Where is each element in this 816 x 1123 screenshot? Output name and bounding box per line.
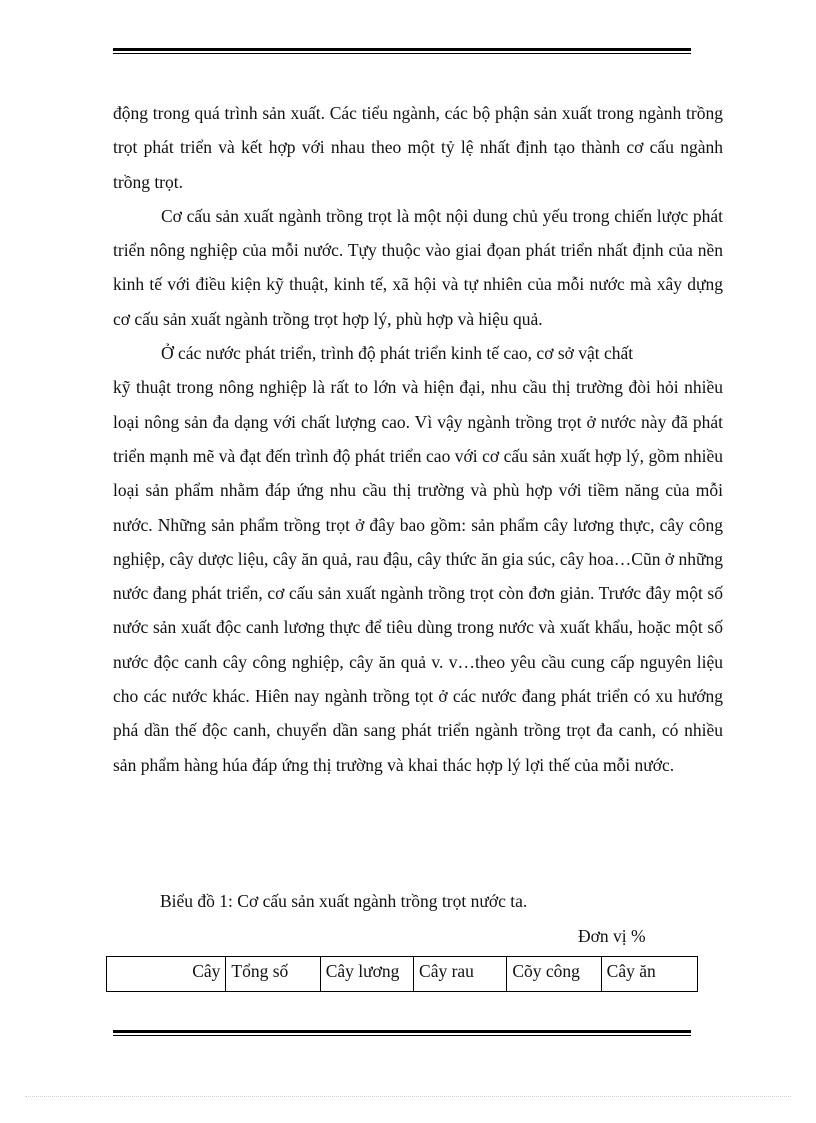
header-double-rule <box>113 48 691 55</box>
paragraph: Ở các nước phát triển, trình độ phát triển kinh tế cao, cơ sở vật chất <box>161 343 634 364</box>
footer-double-rule <box>113 1030 691 1037</box>
table-header-cell: Cây <box>107 957 226 992</box>
paragraph: Cơ cấu sản xuất ngành trồng trọt là một nội dung chủ yếu trong chiến lược phát triển nông nghiệp của mỗi nước. Tựy thuộc vào giai đọan phát triển nhất định của nền kinh tế với điều kiện kỹ thuật, kinh tế, xã hội và tự nhiên của mỗi nước mà xây dựng cơ cấu sản xuất ngành trồng trọt hợp lý, phù hợp và hiệu quả. <box>113 205 723 329</box>
unit-label: Đơn vị % <box>578 926 646 946</box>
paragraph: động trong quá trình sản xuất. Các tiểu ngành, các bộ phận sản xuất trong ngành trồng trọt phát triển và kết hợp với nhau theo một tỷ lệ nhất định tạo thành cơ cấu ngành trồng trọt. <box>113 103 723 192</box>
table-header-cell: Cây rau <box>414 957 507 992</box>
table-header-cell: Tổng số <box>226 957 320 992</box>
paragraph: kỹ thuật trong nông nghiệp là rất to lớn và hiện đại, nhu cầu thị trường đòi hỏi nhiều loại nông sản đa dạng với chất lượng cao. Vì vậy ngành trồng trọt ở nước này đã phát triển mạnh mẽ và đạt đến trình độ phát triển cao với cơ cấu sản xuất hợp lý, gồm nhiều loại sản phẩm nhằm đáp ứng nhu cầu thị trường và phù hợp với tiềm năng của mỗi nước. Những sản phẩm trồng trọt ở đây bao gồm: sản phẩm cây lương thực, cây công nghiệp, cây dược liệu, cây ăn quả, rau đậu, cây thức ăn gia súc, cây hoa…Cũn ở những nước đang phát triển, cơ cấu sản xuất ngành trồng trọt còn đơn giản. Trước đây một số nước sản xuất độc canh lương thực để tiêu dùng trong nước và xuất khẩu, hoặc một số nước độc canh cây công nghiệp, cây ăn quả v. v…theo yêu cầu cung cấp nguyên liệu cho các nước khác. Hiên nay ngành trồng tọt ở các nước đang phát triển có xu hướng phá dần thế độc canh, chuyển dần sang phát triển ngành trồng trọt đa canh, có nhiều sản phẩm hàng húa đáp ứng thị trường và khai thác hợp lý lợi thế của mỗi nước. <box>113 377 723 775</box>
page-break-line <box>25 1096 791 1097</box>
table-header-cell: Cõy công <box>507 957 601 992</box>
table-header-cell: Cây lương <box>320 957 413 992</box>
table-header-cell: Cây ăn <box>601 957 697 992</box>
body-text <box>113 96 723 782</box>
figure-caption: Biểu đồ 1: Cơ cấu sản xuất ngành trồng trọt nước ta. <box>160 891 528 911</box>
table-header-row <box>107 957 698 992</box>
data-table <box>106 956 698 992</box>
